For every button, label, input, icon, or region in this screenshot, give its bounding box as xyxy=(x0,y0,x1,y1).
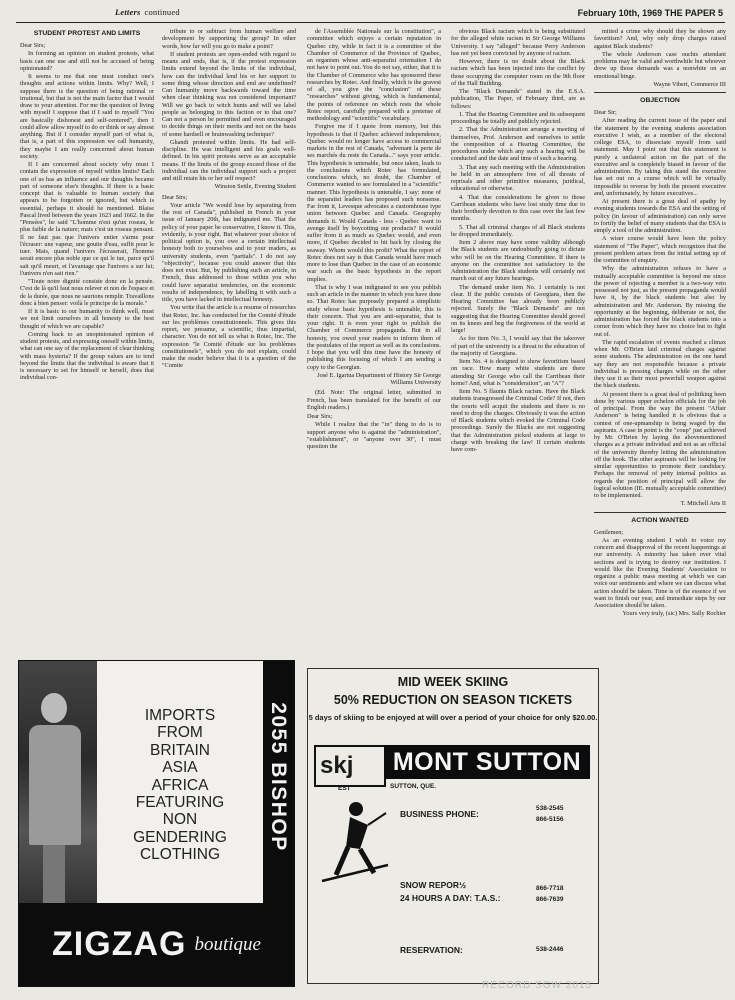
resort-town: SUTTON, QUE. xyxy=(390,783,437,790)
paragraph: However, there is no doubt about the Black racism which has been injected into the conflict by those occupying the computer room on the 9th floor of the Hall Building. xyxy=(451,58,585,87)
letter-body xyxy=(594,117,726,499)
tagline-line: AFRICA xyxy=(151,776,209,794)
ad-details: 5 days of skiing to be enjoyed at will over a period of your choice for only $20.00. xyxy=(308,713,598,722)
dateline: February 10th, 1969 THE PAPER 5 xyxy=(577,8,723,18)
letter-body xyxy=(20,50,154,381)
heading-action-wanted: ACTION WANTED xyxy=(631,516,689,524)
letter-body xyxy=(451,28,585,453)
paragraph: You write that the article is a resume of researches that Rotec, Inc. has conducted for the Comité d'étude sur les problèmes constitutionnels. This gives this report, we presume, a scientific, thus impartial, character. You do not tell us what is Rotec, Inc. The expression "le Comité d'étude sur les problèmes constitutionels", which you do not explain, could make the reader believe that it is a question of the "Comite xyxy=(162,304,296,370)
reservation-number: 538-2446 xyxy=(536,946,564,953)
paragraph: If it is basic to our humanity to think well, must we not limit ourselves in all honesty to the best thought of which we are capable? xyxy=(20,308,154,330)
signature: Yours very truly, (sic) Mrs. Sally Rochier xyxy=(622,610,726,618)
paragraph: Ghandi protested within limits. He had self-discipline. He was intelligent and his goals well-defined. In his spirit protests serve as an acceptable means. If the limits of the group exceed those of the individual can the individual support such a project and still retain his or her self respect? xyxy=(162,138,296,182)
reservation-label: RESERVATION: xyxy=(400,945,463,955)
zigzag-boutique-ad xyxy=(18,660,295,987)
paragraph: tribute to or subtract from human welfare and development by supporting the group? In other words, how far will you go to make a point? xyxy=(162,28,296,50)
paragraph: Your article "We would lose by separating from the rest of Canada", published in French in your issue of January 20th, has indignated me. That the policy of your paper be conservative, I know it. This, evidently, is your right. But whatever your choice of political option is, you owe a certain intellectual honesty both to yourselves and to your readers, as university students, even "partials". I do not say "objectivity", because you could answer that this does not exist. But, by publishing such an article, in French, thus addressed to those within you who could have separatist tendencies, on the economic results of independence, by labelling it with such a title, you have lacked in intellectual honesty. xyxy=(162,201,296,303)
tagline-line: FROM xyxy=(157,724,203,742)
paragraph: As an evening student I wish to voice my concern and disapproval of the recent happenings at our university. A minority has taken over vital sections and is trying to destroy our institution. I would like the Evening Students' Association to organize a public mass meeting at which we can voice our sentiments and where we can discuss what action should be taken. Time is of the essence if we want to finish our year, and immediate steps by our Association should be taken. xyxy=(594,536,726,609)
snow-report-label: SNOW REPOR½ 24 HOURS A DAY: T.A.S.: xyxy=(400,880,501,903)
signature: Winston Settle, Evening Student xyxy=(214,183,296,191)
section-suffix: continued xyxy=(144,7,180,17)
tagline-line: FEATURING xyxy=(135,794,225,812)
paragraph: Why the administration refuses to have a mutually acceptable committee is beyond me since the power of rejecting a member is a two-way veto possessed not just, as the present propaganda would have it, by the black students but also by administration and Mr. Anderson. By missing the opportunity at the beginning, deliberate or not, the administration has forced the black students into a corner from which they have no choice but to fight out of. xyxy=(594,265,726,338)
paragraph: After reading the current issue of the paper and the statement by the evening students association executive I wish, as a member of the electoral college ESA, to dissociate myself from said statement. May I point out that this statement is purely a unilateral action on the part of the executive and is completely biased in favour of the administration. By taking this stand the executive has set out on a course which will be virtually impossible to reverse by both the present executive and, unfortunately, by future executives... xyxy=(594,117,726,197)
salutation: Dear Sir; xyxy=(594,109,617,116)
store-name: ZIGZAG xyxy=(52,925,187,963)
divider xyxy=(594,512,726,513)
paragraph: A wiser course would have been the policy statement of "The Paper", which recognizes that the present problem arises from the initial setting up of the committee of enquiry. xyxy=(594,235,726,264)
paragraph: Item 2 above may have some validity although the Black students are undoubtedly going to dictate who will be on the Hearing Committee. If there is anyone on the committee not satisfactory to the Administration the Black students will certainly not march out of any future hearings. xyxy=(451,239,585,283)
paragraph: While I realize that the "in" thing to do is to support anyone who is against the "administration", "establishment", or "anyone over 30", I must question the xyxy=(307,421,441,450)
paragraph: If I am concerned about society why must I contain the expression of myself within limits? Each one of us has an influence and our thoughts became part of someone else's thoughts. If there is a basic concept that is valuable to human society that appears to be forgotten or ignored, but which is essential, perhaps it should be mentioned. Blaise Pascal lived between the years 1623 and 1662. In the "Pensées", he said "L'homme n'est qu'un roseau, le plus faible de la nature; mais c'est un roseau pensant. Il ne faut pas que l'univers entier s'arme pour l'écraser: une vapeur, une goutte d'eau, suffit pour le tuer. Mais, quand l'univers l'écraserait, l'homme serait encore plus noble que ce qui le tue, parce qu'il sait qu'il meurt, et l'avantage que l'univers a sur lui; l'univers n'en sait rien." xyxy=(20,161,154,277)
store-subtitle: boutique xyxy=(194,933,261,955)
heading-objection: OBJECTION xyxy=(640,97,680,104)
skier-icon xyxy=(316,795,394,891)
paragraph: Item No. 5 flaunts Black racism. Have the Black students transgressed the Criminal Code? If not, then the courts will acquit the students and there is no need to drop the charges. Obviously it was the action of Black students which evoked the Criminal Code proceedings. Surely the Blacks are not suggesting that the Administration picked students at large to charge with breaking the law! If certain students have com- xyxy=(451,388,585,453)
signature: T. Mitchell Arts II xyxy=(680,500,726,508)
signature: José E. Igartua Department of History Sir George Williams University xyxy=(317,371,441,386)
salutation: Dear Sirs; xyxy=(307,413,333,420)
paragraph: In forming an opinion on student protests, what basis can one use and still not be accused of being opinionated? xyxy=(20,50,154,72)
paragraph: 1. That the Hearing Committee and its subsequent proceedings be totally and publicly rejected. xyxy=(451,110,585,125)
salutation: Dear Sirs; xyxy=(162,193,188,201)
paragraph: The "Black Demands" stated in the E.S.A. publication, The Paper, of February third, are as follows: xyxy=(451,88,585,110)
resort-name-banner: MONT SUTTON xyxy=(384,745,590,779)
ad-tagline xyxy=(97,707,263,864)
paragraph: That is why I was indignated to see you publish such an article in the manner in which you have done so. That Rotec has purposely prepared a simplistic study whose basic hypothesis is untenable, this is their concern. That you are anti-separatist, that is your right. It is even your right to publish the Chamber of Commerce propaganda. But in all honesty, you owed your readers to inform them of the postulates of the report as well as its conclusions. I hope that you will this time have the honesty of publishing this focusing of which I am sending a copy to the Georgian. xyxy=(307,283,441,371)
store-name-bar xyxy=(19,903,294,986)
archive-watermark: RECORD SGW 2015 xyxy=(482,980,593,991)
ad-text-panel xyxy=(97,661,263,903)
paragraph: Forgive me if I quote from memory, but this hypothesis is that if Quebec achieved independence, Quebec would no longer have access to commercial markets in the rest of Canada, "advenant la perte de ses marchés du reste du Canada..." says your article. This hypothesis is untenable, but once taken, leads to the conclusions which Rotec has formulated, conclusions which, no doubt, the Chamber of Commerce wanted to see formulated in a "scientific" manner. This hypothesis is untenable, I say: none of the separatist leaders has proposed such nonsense. Far from it, Levesque advocates a customhouse type union between Quebec and Canada. Geography demands it. Would Canada - less - Quebec want to avenge itself by boycotting our products? It would suffer from it as much as Quebec would, and even more, if Quebec decided to hit back by closing the seaway. Whom would this profit? What the report of Rotec does not say is that Canada would have much more to lose than Quebec in the case of an economic war such as the basic hypothesis in the report implies. xyxy=(307,123,441,283)
tagline-line: GENDERING xyxy=(133,828,227,846)
ski-logo: skj xyxy=(314,745,386,787)
tagline-line: NON xyxy=(162,811,198,829)
paragraph: 5. That all criminal charges of all Black students be dropped immediately. xyxy=(451,223,585,238)
model-photo xyxy=(19,661,97,903)
snow-report-numbers: 866-7718 866-7639 xyxy=(536,885,564,903)
tagline-line: ASIA xyxy=(162,759,198,777)
salutation: Gentlemen; xyxy=(594,528,624,536)
paragraph: As for item No. 3, I would say that the takeover of part of the university is a threat to the education of the majority of Georgians. xyxy=(451,335,585,357)
model-body xyxy=(29,725,81,845)
paragraph: The whole Anderson case ouchts attendant problems may be valid and worthwhile but whoever drew up those demands was a nonwhite on an emotional binge. xyxy=(594,50,726,80)
letter-body xyxy=(307,28,441,371)
letter-body xyxy=(162,202,296,370)
header-rule xyxy=(16,22,725,23)
business-phone-numbers: 538-2545 866-5156 xyxy=(536,805,564,823)
editor-note: (Ed. Note: The original letter, submitted in French, has been translated for the benefit of our English readers.) xyxy=(307,389,441,411)
mont-sutton-ski-ad xyxy=(307,668,599,984)
letter-body xyxy=(594,537,726,610)
column-5 xyxy=(594,28,726,992)
paragraph: If student protests are open-ended with regard to means and ends, that is, if the protest expression limits extend beyond the limits of the individual, how can the individual lend his or her support to some thing whose direction and end are undefined? Can humanity move backwards toward the time when clear thinking was not considered important? Will we go back to witch hunts and will we label people as belonging to this faction or to that one? Can not a person be permitted and even encouraged to decide things on their merits and not on the basis of some hardsell or brainwashing technique? xyxy=(162,50,296,138)
divider xyxy=(594,92,726,93)
model-head xyxy=(41,693,67,723)
salutation: Dear Sirs; xyxy=(20,42,46,49)
ski-logo-sub: EST xyxy=(338,785,351,792)
ad-headline: MID WEEK SKIING xyxy=(397,675,509,689)
letter-body xyxy=(594,28,726,80)
tagline-line: BRITAIN xyxy=(150,741,210,759)
paragraph: It seems to me that one must conduct one's thoughts and actions within limits. Why? Well, I suppose there is the question of being rational or irrational, but that is not the main factor that I would draw to your attention. For me the question of living with myself I suppose that if I said to myself "You are basically dishonest and self-centered", then I could allow allow myself to do or think or say almost anything. But if I consider myself part of what is, that is, a part of this expression we call humanity, they maybe I am really concerned about human society. xyxy=(20,73,154,160)
paragraph: Coming back to an unopinionated opinion of student protests, and expressing oneself within limits, what can one say of the replacement of clear thinking with mass hysteria? If the group values are to tend beyond the limits that the individual is aware that it is necessary to set for himself or herself, does that individual con- xyxy=(20,330,154,382)
store-address: 2055 BISHOP xyxy=(267,702,290,852)
column-3 xyxy=(307,28,441,662)
paragraph: mitted a crime why should they be shown any favoritism? And, why only drop charges raised against Black students? xyxy=(594,28,726,50)
paragraph: The demand under item No. 1 certainly is not clear. If the public consists of Georgians, then the Hearing Committee has already been publicly rejected. Surely the "Black Demands" are not suggesting that the Hearing Committee should grovel on its knees and beg the forgiveness of the world at large! xyxy=(451,283,585,334)
letter-body xyxy=(162,28,296,182)
paragraph: 4. That due considerations be given to those Carribean students who have lost study time due to their brotherly devotion to this case over the last few months. xyxy=(451,193,585,223)
column-2 xyxy=(162,28,296,652)
paragraph: 3. That any such meeting with the Administration be held in an atmosphere free of all threats of reprisals and other primitive measures, juridical, educational or otherwise. xyxy=(451,163,585,193)
paragraph: "Toute notre dignité consiste donc en la pensée. C'est de là qu'il faut nous relever et non de l'espace et de la durée, que nous ne saurions remplir. Travaillons donc à bien penser: voilà le principe de la morale." xyxy=(20,278,154,307)
paragraph: obvious Black racism which is being substituted for the alleged white racism in Sir George Williams University. I say "alleged" because Perry Anderson has not yet been convicted by anyone of racism. xyxy=(451,28,585,57)
ad-offer: 50% REDUCTION ON SEASON TICKETS xyxy=(333,693,573,707)
paragraph: At present there is a great deal of politiking been done by various upper echelon officials for the job of principal. From the way the present "Affair Anderson" is being handled it is obvious that a contest of one-upmanship is being waged by the aspirants. A case in point is the "coup" just achieved by Mr. O'Brien by laying the abovementioned charges as a private individual and not as an official of the university thereby letting the administration off the hook. The other aspirants will be looking for similar opportunities to promote their candidacy. Perhaps the removal of petty internal politics as regards the position of principal will allow the logical solution (IE. mutually acceptable committee) to be implemented. xyxy=(594,390,726,499)
business-phone-label: BUSINESS PHONE: xyxy=(400,809,479,819)
paragraph: At present there is a great deal of apathy by evening students towards the ESA and the setting of policy (in favour of administration) can only serve to fortify the belief of many students that the ESA is simply a tool of the administration. xyxy=(594,198,726,234)
signature: Wayne Vibert, Commerce III xyxy=(653,80,726,88)
column-1 xyxy=(20,28,154,652)
tagline-line: CLOTHING xyxy=(139,846,221,864)
paragraph: 2. That the Administration arrange a meeting of themselves, Prof. Anderson and ourselves to settle the composition of a Hearing Committee, the procedures under which any such a hearing will be conducted and the date and time of such a hearing. xyxy=(451,126,585,163)
heading-student-protest: STUDENT PROTEST AND LIMITS xyxy=(33,30,141,37)
section-title: Letters continued xyxy=(115,7,180,17)
model-legs xyxy=(43,845,65,903)
column-4 xyxy=(451,28,585,662)
paragraph: The rapid escalation of events reached a climax when Mr. O'Brien laid criminal charges against some students. The administration on the one hand say they are not responsible because a private individual is pressing charges while on the other they use it as their most powerfull weapon against the black students. xyxy=(594,338,726,390)
letter-body xyxy=(307,421,441,450)
address-bar xyxy=(263,661,294,903)
paragraph: Item No. 4 is designed to show favoritism based on race. How many white students are there attending Sir George who call the Carribean their home? And, what is "consideration", an "A"? xyxy=(451,358,585,387)
tagline-line: IMPORTS xyxy=(144,707,216,724)
paragraph: de l'Assemblée Nationale sur la constitution", a committee which enjoys a certain reputation in Quebec city, while in fact it is a committee of the Chamber of Commerce of the Province of Quebec, an organism whose anti-separatist orientation I do not have to point out. You do not say, either, that it is the Chamber of Commerce who has sponsored these researches by Rotec. And finally, which is the gravest of all, you give the "conclusion" of these "researches" without giving, which is fundamental, the points of reference on which rests the whole Rotec report, carefully prepared with a pretense of methodology and "scientific" vocabulary. xyxy=(307,28,441,122)
